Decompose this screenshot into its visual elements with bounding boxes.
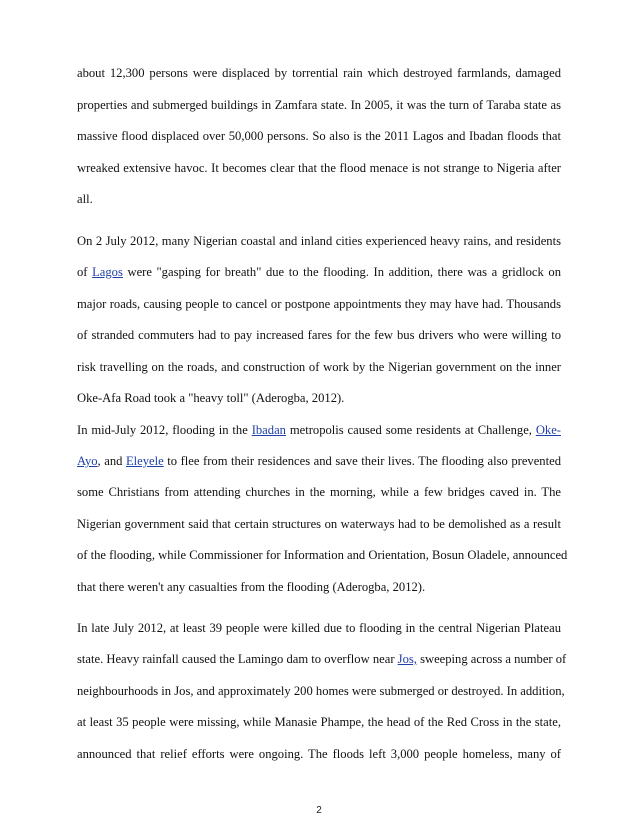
paragraph-2-line-5: risk travelling on the roads, and construction of work by the Nigerian government on the inner [77,360,561,374]
paragraph-1-line-5: all. [77,192,93,206]
text: In mid-July 2012, flooding in the [77,423,252,437]
paragraph-3-line-1 [77,423,561,438]
page-number: 2 [316,805,322,816]
paragraph-1-line-4: wreaked extensive havoc. It becomes clear that the flood menace is not strange to Nigeria after [77,161,561,175]
paragraph-4-line-2 [77,652,567,667]
paragraph-4-line-4: at least 35 people were missing, while Manasie Phampe, the head of the Red Cross in the state, [77,715,561,729]
paragraph-2-line-3: major roads, causing people to cancel or postpone appointments they may have had. Thousands [77,297,561,311]
text: , and [97,454,126,468]
paragraph-4-line-3: neighbourhoods in Jos, and approximately 200 homes were submerged or destroyed. In addition, [77,684,565,698]
link-eleyele[interactable]: Eleyele [125,454,164,468]
text: were "gasping for breath" due to the flooding. In addition, there was a gridlock on [122,265,561,279]
link-ibadan[interactable]: Ibadan [251,423,286,437]
paragraph-3-line-4: Nigerian government said that certain structures on waterways had to be demolished as a result [77,517,561,531]
text: metropolis caused some residents at Challenge, [285,423,536,437]
link-lagos[interactable]: Lagos [92,265,123,279]
paragraph-2-line-1: On 2 July 2012, many Nigerian coastal and inland cities experienced heavy rains, and residents [77,234,561,248]
text: state. Heavy rainfall caused the Lamingo dam to overflow near [77,652,398,666]
link-oke-ayo[interactable]: Oke- [535,423,561,437]
paragraph-3-line-2 [77,454,561,469]
paragraph-1-line-2: properties and submerged buildings in Zamfara state. In 2005, it was the turn of Taraba state as [77,98,561,112]
text: of [77,265,93,279]
paragraph-1-line-3: massive flood displaced over 50,000 persons. So also is the 2011 Lagos and Ibadan floods that [77,129,561,143]
paragraph-2-line-6: Oke-Afa Road took a "heavy toll" (Aderogba, 2012). [77,391,345,405]
paragraph-4-line-5: announced that relief efforts were ongoing. The floods left 3,000 people homeless, many of [77,747,561,761]
link-oke-ayo-cont[interactable]: Ayo [77,454,98,468]
text: sweeping across a number of [416,652,567,666]
paragraph-3-line-3: some Christians from attending churches in the morning, while a few bridges caved in. The [77,485,561,499]
paragraph-2-line-4: of stranded commuters had to pay increased fares for the few bus drivers who were willing to [77,328,561,342]
link-jos[interactable]: Jos, [397,652,417,666]
paragraph-3-line-5: of the flooding, while Commissioner for Information and Orientation, Bosun Oladele, announced [77,548,568,562]
text: to flee from their residences and save their lives. The flooding also prevented [163,454,561,468]
paragraph-4-line-1: In late July 2012, at least 39 people were killed due to flooding in the central Nigerian Plateau [77,621,561,635]
paragraph-1-line-1: about 12,300 persons were displaced by torrential rain which destroyed farmlands, damaged [77,66,561,80]
paragraph-3-line-6: that there weren't any casualties from the flooding (Aderogba, 2012). [77,580,426,594]
paragraph-2-line-2 [77,265,561,280]
